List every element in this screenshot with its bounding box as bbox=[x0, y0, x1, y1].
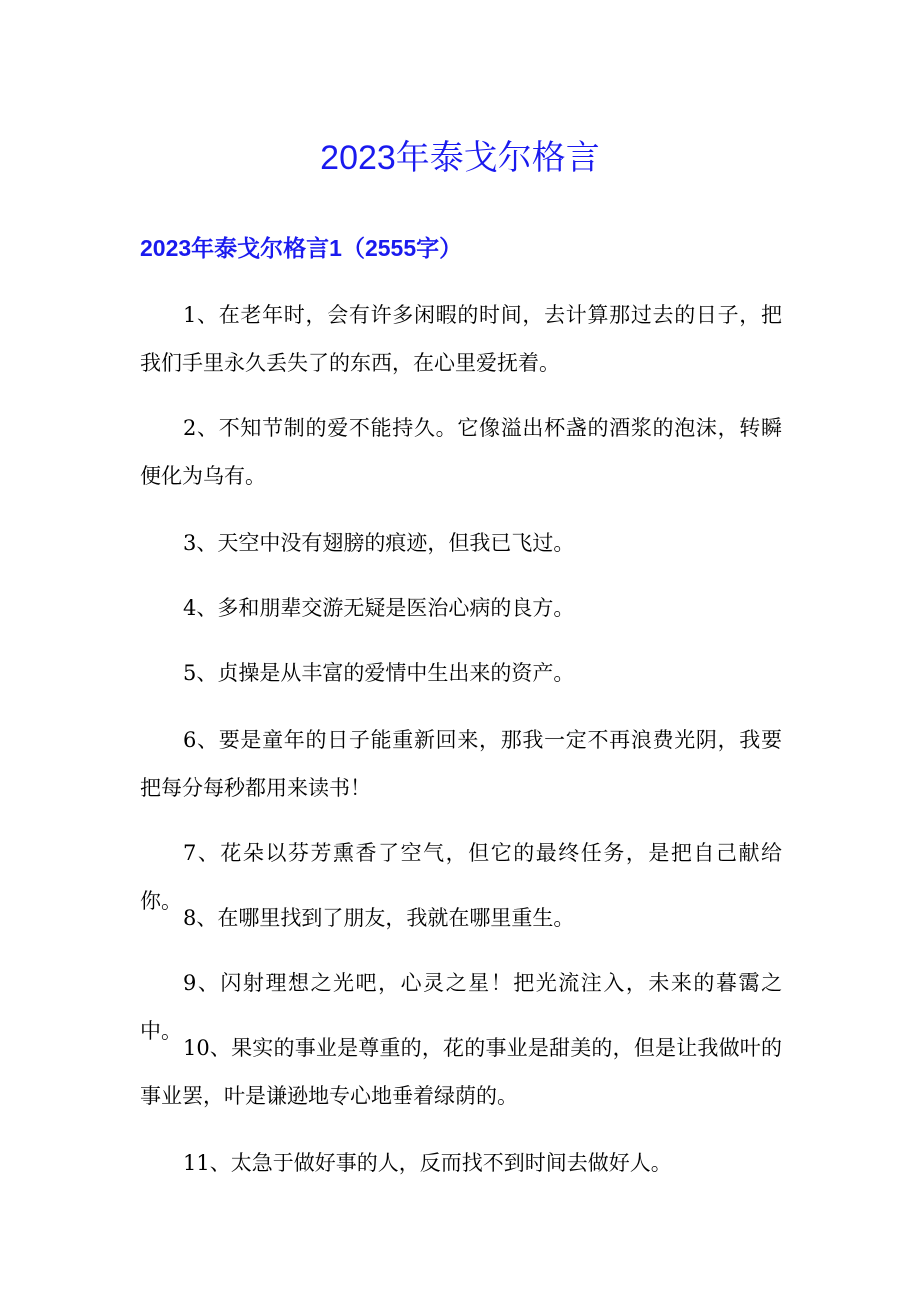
quote-paragraph: 7、花朵以芬芳熏香了空气，但它的最终任务，是把自己献给你。 bbox=[140, 841, 782, 913]
quote-paragraph: 5、贞操是从丰富的爱情中生出来的资产。 bbox=[183, 661, 575, 685]
quote-paragraph: 3、天空中没有翅膀的痕迹，但我已飞过。 bbox=[183, 531, 575, 555]
quote-paragraph: 6、要是童年的日子能重新回来，那我一定不再浪费光阴，我要把每分每秒都用来读书！ bbox=[140, 728, 782, 800]
quote-paragraph: 10、果实的事业是尊重的，花的事业是甜美的，但是让我做叶的事业罢，叶是谦逊地专心地垂着绿荫的。 bbox=[140, 1036, 782, 1108]
quote-paragraph: 4、多和朋辈交游无疑是医治心病的良方。 bbox=[183, 596, 575, 620]
quote-paragraph: 8、在哪里找到了朋友，我就在哪里重生。 bbox=[183, 906, 575, 930]
section-heading: 2023年泰戈尔格言1（2555字） bbox=[140, 235, 463, 261]
quote-paragraph: 11、太急于做好事的人，反而找不到时间去做好人。 bbox=[183, 1151, 672, 1175]
quote-paragraph: 2、不知节制的爱不能持久。它像溢出杯盏的酒浆的泡沫，转瞬便化为乌有。 bbox=[140, 416, 782, 488]
quote-paragraph: 9、闪射理想之光吧，心灵之星！把光流注入，未来的暮霭之中。 bbox=[140, 971, 782, 1043]
quote-paragraph: 1、在老年时，会有许多闲暇的时间，去计算那过去的日子，把我们手里永久丢失了的东西，在心里爱抚着。 bbox=[140, 303, 782, 375]
document-title: 2023年泰戈尔格言 bbox=[320, 139, 600, 177]
